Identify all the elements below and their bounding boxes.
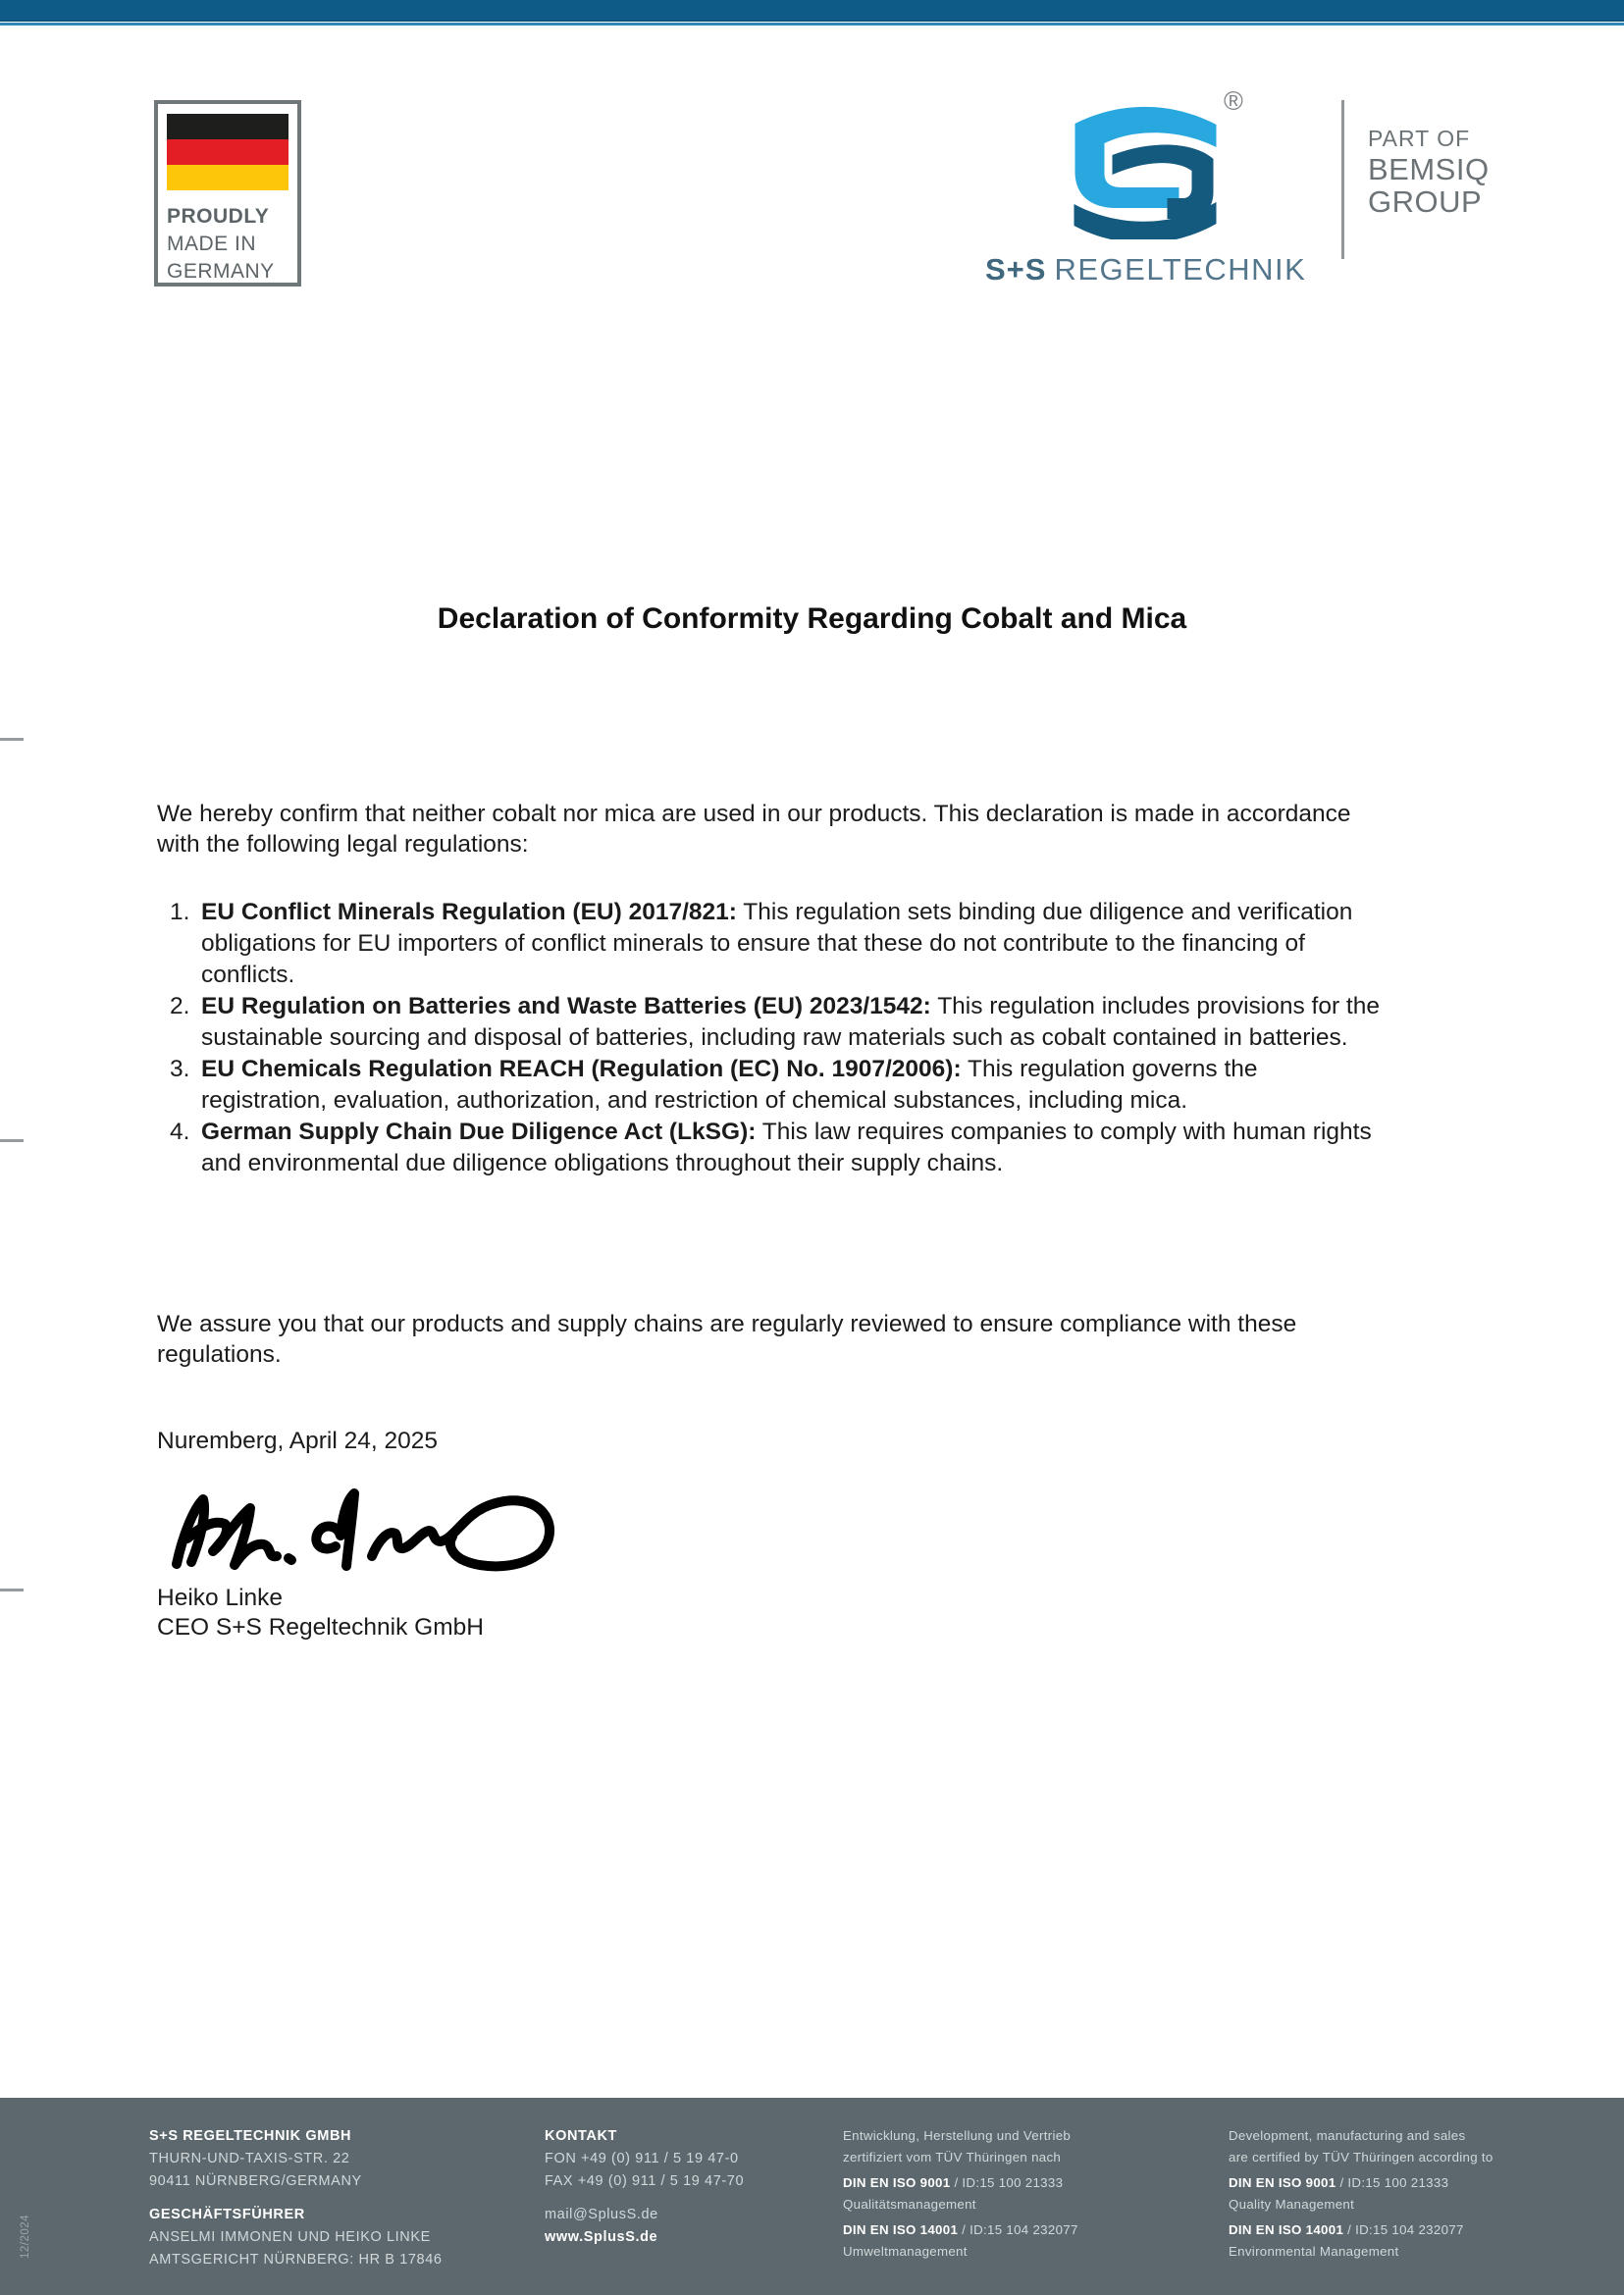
- list-item: [157, 1117, 1382, 1179]
- signer-title: CEO S+S Regeltechnik GmbH: [157, 1614, 484, 1641]
- list-item-text: This law requires companies to comply with human rights and environmental due diligence obligations throughout their supply chains.: [201, 1119, 1372, 1176]
- partof-line3: GROUP: [1368, 184, 1483, 219]
- cert-en-iso14001-desc: Environmental Management: [1229, 2244, 1399, 2260]
- cert-de-iso14001-desc: Umweltmanagement: [843, 2244, 968, 2260]
- company-wordmark: [985, 252, 1306, 287]
- partof-line1: PART OF: [1368, 126, 1471, 151]
- footer-contact-column: [545, 2125, 744, 2249]
- list-item-lead: German Supply Chain Due Diligence Act (LkSG):: [201, 1119, 757, 1145]
- list-number: 2.: [170, 993, 190, 1019]
- header-divider: [1341, 100, 1344, 259]
- list-number: 4.: [170, 1119, 190, 1145]
- cert-de-line2: zertifiziert vom TÜV Thüringen nach: [843, 2150, 1062, 2165]
- german-flag-icon: [167, 114, 288, 190]
- list-item-lead: EU Conflict Minerals Regulation (EU) 2017/821:: [201, 899, 737, 925]
- cert-de-iso9001: DIN EN ISO 9001 / ID:15 100 21333: [843, 2174, 1064, 2190]
- footer-company-street: THURN-UND-TAXIS-STR. 22: [149, 2151, 350, 2166]
- footer-management-label: GESCHÄFTSFÜHRER: [149, 2207, 305, 2222]
- list-number: 3.: [170, 1056, 190, 1082]
- footer-version: 12/2024: [20, 2214, 31, 2259]
- fold-mark: [0, 1139, 24, 1142]
- cert-de-line1: Entwicklung, Herstellung und Vertrieb: [843, 2128, 1072, 2143]
- cert-de-iso9001-desc: Qualitätsmanagement: [843, 2197, 976, 2213]
- top-accent-bar: [0, 0, 1624, 22]
- partof-line2: BEMSIQ: [1368, 152, 1490, 186]
- footer-email: mail@SplusS.de: [545, 2207, 658, 2222]
- signer-name: Heiko Linke: [157, 1585, 284, 1611]
- footer-company-column: [149, 2125, 443, 2271]
- footer-register: AMTSGERICHT NÜRNBERG: HR B 17846: [149, 2252, 443, 2268]
- list-item: [157, 991, 1382, 1054]
- badge-line2: MADE IN: [167, 233, 257, 255]
- cert-de-iso14001: DIN EN ISO 14001 / ID:15 104 232077: [843, 2221, 1078, 2237]
- cert-en-line2: are certified by TÜV Thüringen according to: [1229, 2150, 1493, 2165]
- cert-en-iso9001-desc: Quality Management: [1229, 2197, 1355, 2213]
- wordmark-regeltechnik: REGELTECHNIK: [1054, 252, 1307, 287]
- cert-en-line1: Development, manufacturing and sales: [1229, 2128, 1466, 2143]
- page-title: Declaration of Conformity Regarding Cobalt and Mica: [437, 602, 1187, 635]
- closing-paragraph: We assure you that our products and supply chains are regularly reviewed to ensure compliance with these regulations.: [157, 1311, 1297, 1368]
- footer-phone: FON +49 (0) 911 / 5 19 47-0: [545, 2151, 739, 2166]
- registered-trademark-icon: ®: [1224, 86, 1243, 116]
- footer-contact-label: KONTAKT: [545, 2128, 618, 2144]
- footer-management-names: ANSELMI IMMONEN UND HEIKO LINKE: [149, 2229, 431, 2245]
- footer-website: www.SplusS.de: [545, 2229, 658, 2245]
- list-item-text: This regulation governs the registration, evaluation, authorization, and restriction of chemical substances, including mica.: [201, 1056, 1258, 1114]
- wordmark-sps: S+S: [985, 252, 1047, 287]
- signer-block: [157, 1584, 484, 1643]
- badge-line1: PROUDLY: [167, 205, 270, 228]
- footer-certification-de-column: [843, 2125, 1078, 2263]
- company-logo-icon: [1068, 90, 1223, 239]
- footer-company-name: S+S REGELTECHNIK GMBH: [149, 2128, 352, 2144]
- list-item: [157, 897, 1382, 991]
- badge-text: [167, 203, 289, 286]
- footer-fax: FAX +49 (0) 911 / 5 19 47-70: [545, 2173, 745, 2189]
- list-item-lead: EU Regulation on Batteries and Waste Batteries (EU) 2023/1542:: [201, 993, 931, 1019]
- footer-certification-en-column: [1229, 2125, 1493, 2263]
- list-number: 1.: [170, 899, 190, 925]
- cert-en-iso9001: DIN EN ISO 9001 / ID:15 100 21333: [1229, 2174, 1449, 2190]
- signature-image: [163, 1476, 565, 1578]
- regulation-list: [157, 897, 1382, 1179]
- footer: [0, 2098, 1624, 2295]
- list-item-text: This regulation sets binding due diligence and verification obligations for EU importers of conflict minerals to ensure that these do not contribute to the financing of conflicts.: [201, 899, 1353, 988]
- date-line: Nuremberg, April 24, 2025: [157, 1428, 438, 1454]
- fold-mark: [0, 1589, 24, 1591]
- list-item-lead: EU Chemicals Regulation REACH (Regulation (EC) No. 1907/2006):: [201, 1056, 962, 1082]
- bemsiq-group-label: [1368, 124, 1490, 218]
- made-in-germany-badge: [154, 100, 301, 287]
- fold-mark: [0, 738, 24, 741]
- list-item: [157, 1054, 1382, 1117]
- list-item-text: This regulation includes provisions for the sustainable sourcing and disposal of batteries, including raw materials such as cobalt contained in batteries.: [201, 993, 1380, 1051]
- badge-line3: GERMANY: [167, 260, 275, 283]
- intro-paragraph: We hereby confirm that neither cobalt nor mica are used in our products. This declaration is made in accordance with the following legal regulations:: [157, 801, 1351, 858]
- top-accent-line: [0, 23, 1624, 26]
- cert-en-iso14001: DIN EN ISO 14001 / ID:15 104 232077: [1229, 2221, 1464, 2237]
- footer-company-city: 90411 NÜRNBERG/GERMANY: [149, 2173, 362, 2189]
